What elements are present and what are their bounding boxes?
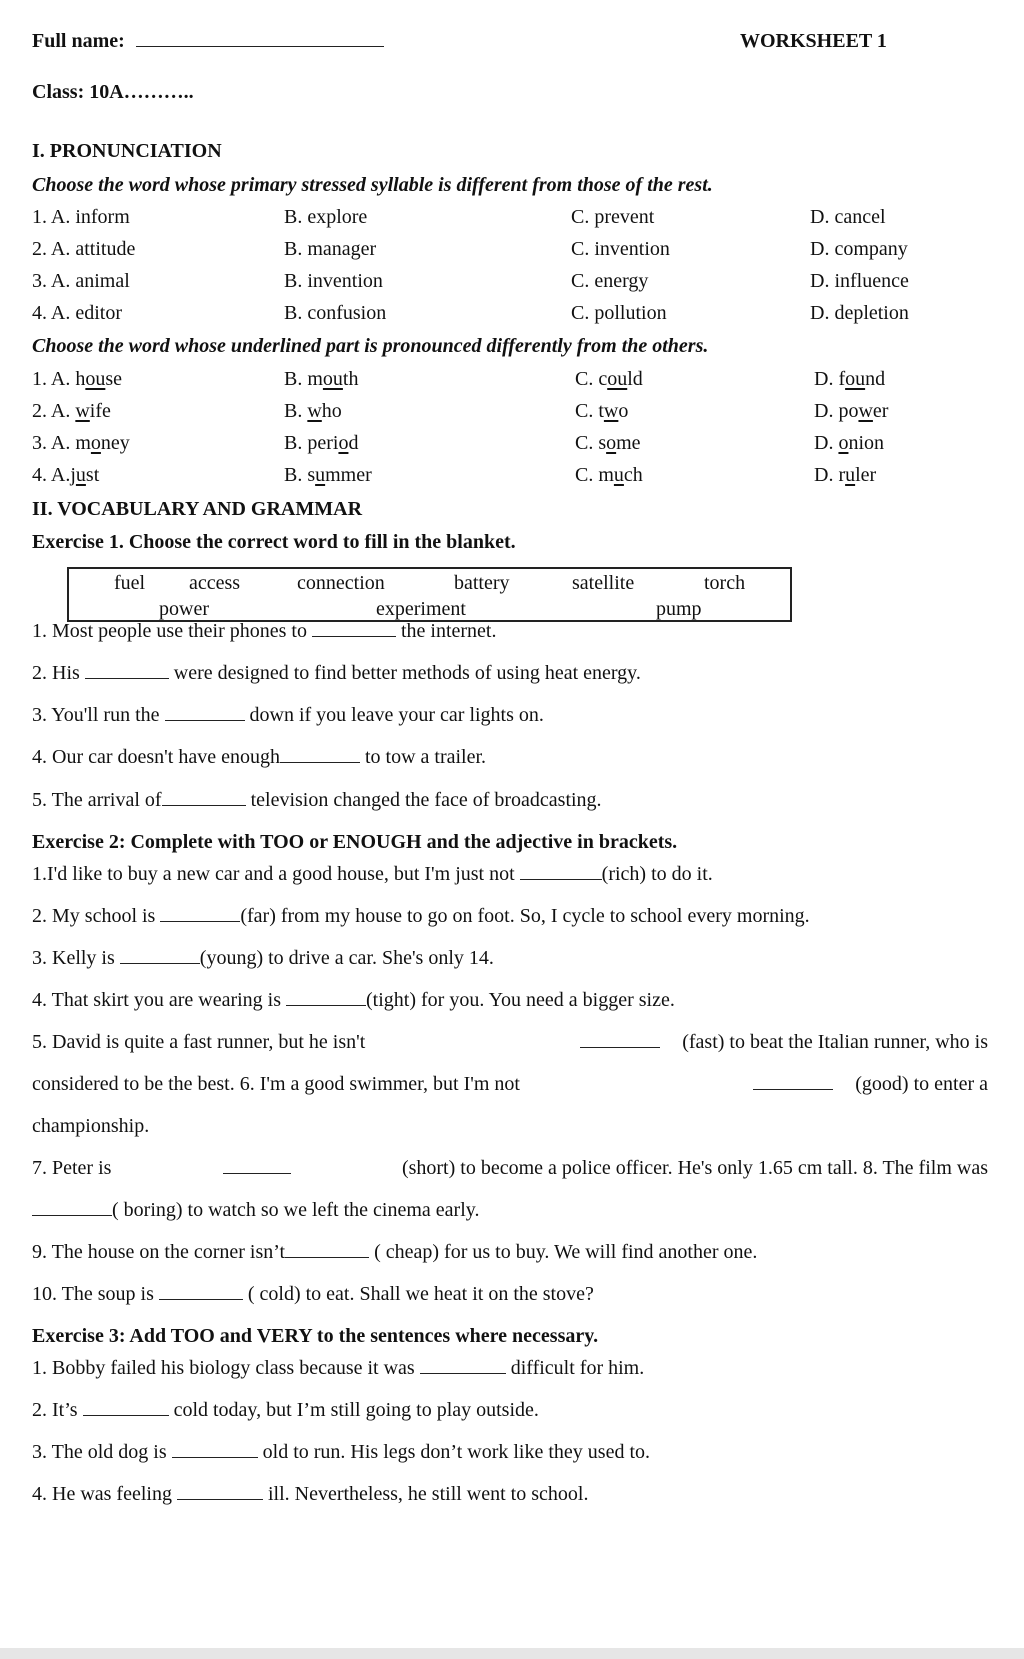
ex2-item-1-post: (rich) to do it. bbox=[601, 863, 713, 885]
ex2-item-2-post: (far) from my house to go on foot. So, I cycle to school every morning. bbox=[240, 905, 810, 927]
ex3-item-3-pre: 3. The old dog is bbox=[32, 1441, 172, 1463]
ex2-blank-1[interactable] bbox=[520, 878, 602, 880]
full-name-blank[interactable] bbox=[136, 45, 384, 47]
stress-option-4c[interactable]: C. pollution bbox=[571, 302, 667, 324]
ex2-item-5-post: (fast) to beat the Italian runner, who is bbox=[682, 1031, 988, 1053]
pron-3b-pre: B. peri bbox=[284, 432, 339, 454]
pron-3c-pre: C. s bbox=[575, 432, 607, 454]
pron-1b-underlined: ou bbox=[322, 368, 343, 390]
ex2-item-2-pre: 2. My school is bbox=[32, 905, 161, 927]
pron-2d-post: er bbox=[872, 400, 889, 422]
stress-option-1d[interactable]: D. cancel bbox=[810, 206, 886, 228]
class-label-text: Class: 10A bbox=[32, 81, 124, 103]
ex2-item-3-pre: 3. Kelly is bbox=[32, 947, 120, 969]
ex2-blank-6[interactable] bbox=[753, 1088, 833, 1090]
pron-4c-pre: C. m bbox=[575, 464, 614, 486]
stress-option-1a[interactable]: 1. A. inform bbox=[32, 206, 130, 228]
pron-4a-post: st bbox=[85, 464, 100, 486]
pron-option-2a[interactable] bbox=[32, 400, 111, 423]
page-bottom-edge bbox=[0, 1648, 1024, 1659]
pron-1b-pre: B. m bbox=[284, 368, 323, 390]
ex2-item-9-post: ( cheap) for us to buy. We will find another one. bbox=[369, 1241, 758, 1263]
ex2-item-3 bbox=[32, 947, 494, 970]
ex2-item-5 bbox=[32, 1031, 988, 1054]
pron-option-1d[interactable] bbox=[814, 368, 885, 391]
pron-2a-pre: 2. A. bbox=[32, 400, 76, 422]
pron-2c-post: o bbox=[618, 400, 629, 422]
stress-option-3d[interactable]: D. influence bbox=[810, 270, 909, 292]
word-bank-item: power bbox=[159, 598, 209, 620]
section-pronunciation-title: I. PRONUNCIATION bbox=[32, 140, 222, 162]
ex3-blank-1[interactable] bbox=[420, 1372, 506, 1374]
ex1-item-4-post: to tow a trailer. bbox=[359, 746, 487, 768]
pron-1d-pre: D. f bbox=[814, 368, 846, 390]
ex3-blank-3[interactable] bbox=[172, 1456, 258, 1458]
pron-option-4d[interactable] bbox=[814, 464, 876, 487]
pron-option-3b[interactable] bbox=[284, 432, 358, 455]
word-bank-item: pump bbox=[656, 598, 702, 620]
ex2-blank-2[interactable] bbox=[160, 920, 240, 922]
ex1-blank-2[interactable] bbox=[85, 677, 169, 679]
ex1-item-2 bbox=[32, 662, 641, 685]
pron-2b-pre: B. bbox=[284, 400, 308, 422]
full-name-label-text: Full name: bbox=[32, 30, 125, 52]
pron-2c-pre: C. t bbox=[575, 400, 604, 422]
pron-1d-underlined: ou bbox=[845, 368, 866, 390]
stress-option-3a[interactable]: 3. A. animal bbox=[32, 270, 130, 292]
pron-1a-pre: 1. A. h bbox=[32, 368, 86, 390]
worksheet-title: WORKSHEET 1 bbox=[740, 30, 887, 52]
pron-2b-post: ho bbox=[321, 400, 342, 422]
ex2-blank-10[interactable] bbox=[159, 1298, 243, 1300]
ex2-item-7-pre: 7. Peter is bbox=[32, 1157, 112, 1179]
ex2-item-6-post: (good) to enter a bbox=[855, 1073, 988, 1095]
pron-3a-post: ney bbox=[100, 432, 130, 454]
ex1-item-4-pre: 4. Our car doesn't have enough bbox=[32, 746, 280, 768]
stress-option-2c[interactable]: C. invention bbox=[571, 238, 670, 260]
stress-option-4b[interactable]: B. confusion bbox=[284, 302, 387, 324]
ex2-blank-9[interactable] bbox=[285, 1256, 369, 1258]
ex3-item-2-pre: 2. It’s bbox=[32, 1399, 83, 1421]
ex1-item-2-post: were designed to find better methods of using heat energy. bbox=[168, 662, 641, 684]
pron-4a-underlined: u bbox=[75, 464, 86, 486]
word-bank-item: torch bbox=[704, 572, 746, 594]
pron-1b-post: th bbox=[342, 368, 359, 390]
class-label bbox=[32, 81, 194, 104]
ex2-item-3-post: (young) to drive a car. She's only 14. bbox=[199, 947, 494, 969]
word-bank-item: experiment bbox=[376, 598, 466, 620]
pron-option-1a[interactable] bbox=[32, 368, 122, 391]
pron-option-4b[interactable] bbox=[284, 464, 372, 487]
instruction-stress: Choose the word whose primary stressed syllable is different from those of the rest. bbox=[32, 174, 713, 196]
pron-4b-post: mmer bbox=[325, 464, 372, 486]
ex3-item-2 bbox=[32, 1399, 539, 1422]
pron-4c-post: ch bbox=[623, 464, 643, 486]
ex2-item-2 bbox=[32, 905, 810, 928]
exercise2-title: Exercise 2: Complete with TOO or ENOUGH and the adjective in brackets. bbox=[32, 831, 678, 853]
pron-4b-pre: B. s bbox=[284, 464, 316, 486]
word-bank-item: satellite bbox=[572, 572, 635, 594]
ex3-item-3 bbox=[32, 1441, 650, 1464]
pron-2a-underlined: w bbox=[75, 400, 90, 422]
pron-4d-underlined: u bbox=[845, 464, 856, 486]
word-bank-item: access bbox=[189, 572, 241, 594]
stress-option-1b[interactable]: B. explore bbox=[284, 206, 368, 228]
pron-option-4c[interactable] bbox=[575, 464, 643, 487]
instruction-pronunciation: Choose the word whose underlined part is pronounced differently from the others. bbox=[32, 335, 709, 357]
ex3-blank-4[interactable] bbox=[177, 1498, 263, 1500]
stress-option-1c[interactable]: C. prevent bbox=[571, 206, 655, 228]
stress-option-3b[interactable]: B. invention bbox=[284, 270, 383, 292]
pron-option-2b[interactable] bbox=[284, 400, 342, 423]
pron-4d-post: ler bbox=[855, 464, 877, 486]
pron-2d-underlined: w bbox=[858, 400, 873, 422]
pron-option-2c[interactable] bbox=[575, 400, 628, 423]
ex2-blank-3[interactable] bbox=[120, 962, 200, 964]
ex1-item-1-pre: 1. Most people use their phones to bbox=[32, 620, 312, 642]
ex1-item-1-post: the internet. bbox=[395, 620, 497, 642]
pron-1c-underlined: ou bbox=[607, 368, 628, 390]
ex2-item-9-pre: 9. The house on the corner isn’t bbox=[32, 1241, 286, 1263]
ex1-item-2-pre: 2. His bbox=[32, 662, 85, 684]
ex3-item-1 bbox=[32, 1357, 644, 1380]
ex2-blank-7[interactable] bbox=[223, 1172, 291, 1174]
ex2-item-10-pre: 10. The soup is bbox=[32, 1283, 159, 1305]
section-vocab-title: II. VOCABULARY AND GRAMMAR bbox=[32, 498, 363, 520]
pron-option-1b[interactable] bbox=[284, 368, 358, 391]
ex2-item-5-pre: 5. David is quite a fast runner, but he isn't bbox=[32, 1031, 366, 1053]
ex3-item-4-pre: 4. He was feeling bbox=[32, 1483, 177, 1505]
exercise1-title: Exercise 1. Choose the correct word to fill in the blanket. bbox=[32, 531, 516, 553]
pron-2d-pre: D. po bbox=[814, 400, 859, 422]
ex1-item-1 bbox=[32, 620, 497, 643]
word-bank-item: fuel bbox=[114, 572, 146, 594]
stress-option-2d[interactable]: D. company bbox=[810, 238, 908, 260]
exercise3-title: Exercise 3: Add TOO and VERY to the sentences where necessary. bbox=[32, 1325, 599, 1347]
pron-1a-post: se bbox=[105, 368, 123, 390]
pron-1c-pre: C. c bbox=[575, 368, 608, 390]
ex2-item-8-post: ( boring) to watch so we left the cinema early. bbox=[112, 1199, 480, 1221]
ex2-item-4 bbox=[32, 989, 675, 1012]
ex2-item-7-post: (short) to become a police officer. He's only 1.65 cm tall. 8. The film was bbox=[401, 1157, 988, 1179]
word-bank-item: connection bbox=[297, 572, 385, 594]
pron-3b-post: d bbox=[348, 432, 359, 454]
ex1-blank-1[interactable] bbox=[312, 635, 396, 637]
stress-option-2a[interactable]: 2. A. attitude bbox=[32, 238, 136, 260]
ex2-item-4-pre: 4. That skirt you are wearing is bbox=[32, 989, 287, 1011]
ex1-item-3 bbox=[32, 704, 544, 727]
pron-option-1c[interactable] bbox=[575, 368, 643, 391]
ex2-item-7 bbox=[32, 1157, 988, 1180]
pron-3d-post: nion bbox=[848, 432, 885, 454]
ex3-item-4 bbox=[32, 1483, 588, 1506]
pron-option-2d[interactable] bbox=[814, 400, 888, 423]
ex3-item-1-post: difficult for him. bbox=[505, 1357, 645, 1379]
ex2-item-1-pre: 1.I'd like to buy a new car and a good house, but I'm just not bbox=[32, 863, 520, 885]
stress-option-4d[interactable]: D. depletion bbox=[810, 302, 909, 324]
pron-option-3c[interactable] bbox=[575, 432, 641, 455]
ex1-item-5-post: television changed the face of broadcasting. bbox=[245, 789, 602, 811]
ex1-blank-5[interactable] bbox=[162, 804, 246, 806]
ex1-item-5-pre: 5. The arrival of bbox=[32, 789, 162, 811]
ex2-item-4-post: (tight) for you. You need a bigger size. bbox=[366, 989, 675, 1011]
pron-option-3d[interactable] bbox=[814, 432, 884, 455]
ex3-item-4-post: ill. Nevertheless, he still went to school. bbox=[262, 1483, 589, 1505]
stress-option-3c[interactable]: C. energy bbox=[571, 270, 649, 292]
pron-3c-underlined: o bbox=[606, 432, 617, 454]
pron-4a-pre: 4. A.j bbox=[32, 464, 76, 486]
ex1-item-4 bbox=[32, 746, 486, 769]
stress-option-2b[interactable]: B. manager bbox=[284, 238, 377, 260]
pron-1c-post: ld bbox=[627, 368, 643, 390]
ex3-blank-2[interactable] bbox=[83, 1414, 169, 1416]
ex2-blank-8[interactable] bbox=[32, 1214, 112, 1216]
pron-4b-underlined: u bbox=[315, 464, 326, 486]
pron-4d-pre: D. r bbox=[814, 464, 846, 486]
ex2-item-9 bbox=[32, 1241, 757, 1264]
ex3-item-1-pre: 1. Bobby failed his biology class because it was bbox=[32, 1357, 420, 1379]
pron-3c-post: me bbox=[616, 432, 641, 454]
pron-3a-pre: 3. A. m bbox=[32, 432, 91, 454]
pron-1d-post: nd bbox=[865, 368, 886, 390]
ex1-blank-4[interactable] bbox=[280, 761, 360, 763]
ex2-item-6-end: championship. bbox=[32, 1115, 150, 1137]
pron-3b-underlined: o bbox=[338, 432, 349, 454]
ex1-item-5 bbox=[32, 789, 602, 812]
ex3-item-2-post: cold today, but I’m still going to play outside. bbox=[168, 1399, 539, 1421]
word-bank-item: battery bbox=[454, 572, 510, 594]
class-dots[interactable]: ……….. bbox=[123, 81, 194, 103]
ex1-blank-3[interactable] bbox=[165, 719, 245, 721]
word-bank-box bbox=[67, 567, 792, 622]
ex1-item-3-post: down if you leave your car lights on. bbox=[244, 704, 544, 726]
pron-2c-underlined: w bbox=[603, 400, 619, 422]
ex2-item-1 bbox=[32, 863, 713, 886]
pron-2b-underlined: w bbox=[307, 400, 322, 422]
ex2-item-6-pre: considered to be the best. 6. I'm a good swimmer, but I'm not bbox=[32, 1073, 520, 1095]
ex2-item-10 bbox=[32, 1283, 594, 1306]
pron-3d-underlined: o bbox=[838, 432, 849, 454]
pron-option-3a[interactable] bbox=[32, 432, 130, 455]
ex2-item-6 bbox=[32, 1073, 988, 1096]
ex3-item-3-post: old to run. His legs don’t work like they used to. bbox=[257, 1441, 651, 1463]
full-name-label bbox=[32, 30, 384, 53]
pron-1a-underlined: ou bbox=[85, 368, 106, 390]
pron-3a-underlined: o bbox=[90, 432, 101, 454]
pron-3d-pre: D. bbox=[814, 432, 839, 454]
ex1-item-3-pre: 3. You'll run the bbox=[32, 704, 165, 726]
ex2-item-10-post: ( cold) to eat. Shall we heat it on the stove? bbox=[242, 1283, 594, 1305]
pron-2a-post: ife bbox=[89, 400, 111, 422]
ex2-item-8 bbox=[32, 1199, 479, 1222]
ex2-blank-4[interactable] bbox=[286, 1004, 366, 1006]
ex2-blank-5[interactable] bbox=[580, 1046, 660, 1048]
stress-option-4a[interactable]: 4. A. editor bbox=[32, 302, 122, 324]
pron-option-4a[interactable] bbox=[32, 464, 99, 487]
pron-4c-underlined: u bbox=[613, 464, 624, 486]
